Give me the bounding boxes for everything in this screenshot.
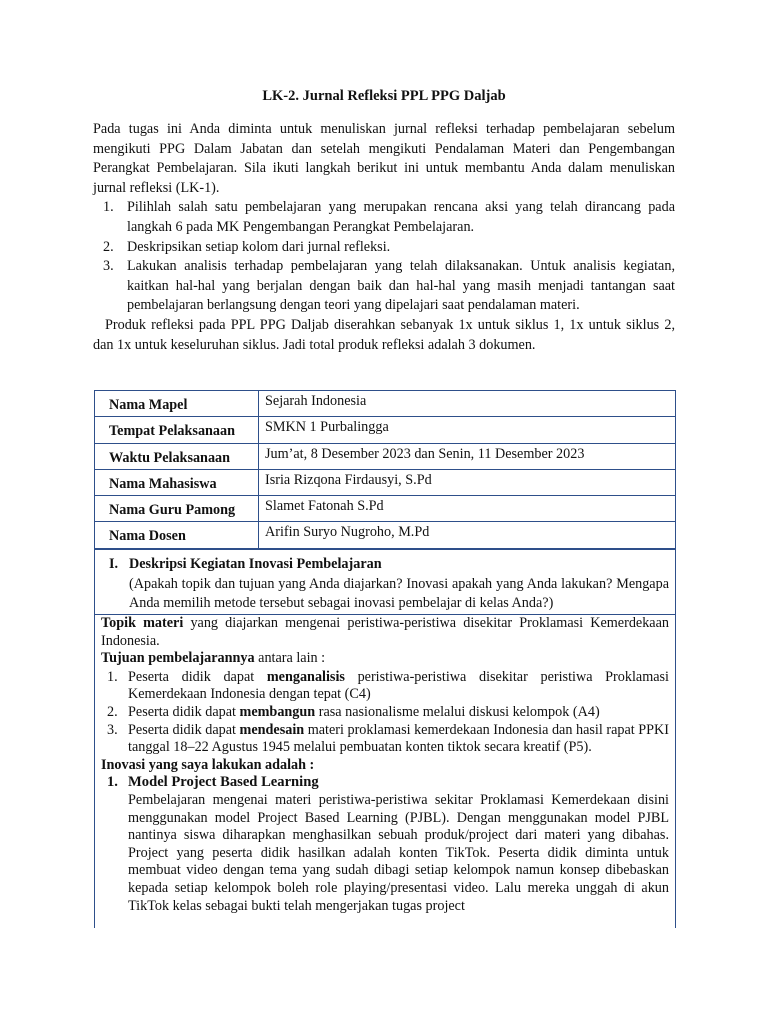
list-number: 2. bbox=[103, 238, 114, 255]
goals-list bbox=[101, 669, 669, 757]
table-row bbox=[95, 522, 676, 548]
table-row bbox=[95, 496, 676, 522]
list-text: Lakukan analisis terhadap pembelajaran yang telah dilaksanakan. Untuk analisis kegiatan, kaitkan hal-hal yang berjalan dengan baik dan hal-hal yang masih menjadi tantangan saat pembelajaran berlangsung dengan teori yang dipelajari saat pendalaman materi. bbox=[127, 258, 675, 314]
list-item bbox=[93, 257, 675, 316]
topic-label: Topik materi bbox=[101, 615, 184, 631]
row-label: Nama Guru Pamong bbox=[95, 496, 259, 522]
info-table bbox=[94, 390, 676, 549]
section-description-heading bbox=[94, 549, 676, 615]
list-number: 1. bbox=[103, 199, 114, 216]
row-value: Jum’at, 8 Desember 2023 dan Senin, 11 Desember 2023 bbox=[259, 443, 676, 469]
intro-paragraph: Pada tugas ini Anda diminta untuk menuliskan jurnal refleksi terhadap pembelajaran sebelum mengikuti PPG Dalam Jabatan dan setelah mengikuti Pendalaman Materi dan Pengembangan Perangkat Pembelajaran. Sila ikuti langkah berikut ini untuk membantu Anda dalam menuliskan jurnal refleksi (LK-1). bbox=[93, 121, 675, 196]
list-item bbox=[101, 669, 669, 704]
list-item bbox=[101, 704, 669, 722]
goal-post: peristiwa-peristiwa disekitar peristiwa Proklamasi Kemerdekaan Indonesia dengan tepat (C4) bbox=[128, 668, 669, 703]
list-number: 3. bbox=[107, 721, 118, 738]
row-label: Nama Mahasiswa bbox=[95, 469, 259, 495]
section-prompt: (Apakah topik dan tujuan yang Anda diajarkan? Inovasi apakah yang Anda lakukan? Mengapa Anda memilih metode tersebut sebagai inovasi pembelajar di kelas Anda?) bbox=[129, 575, 669, 612]
goal-post: rasa nasionalisme melalui diskusi kelompok (A4) bbox=[315, 703, 600, 720]
row-value: Arifin Suryo Nugroho, M.Pd bbox=[259, 522, 676, 548]
steps-list bbox=[93, 198, 675, 316]
row-value: SMKN 1 Purbalingga bbox=[259, 417, 676, 443]
section-title: Deskripsi Kegiatan Inovasi Pembelajaran bbox=[129, 556, 382, 572]
goal-verb: mendesain bbox=[239, 721, 305, 738]
list-item bbox=[101, 722, 669, 757]
list-item bbox=[93, 238, 675, 258]
table-row bbox=[95, 391, 676, 417]
row-label: Nama Dosen bbox=[95, 522, 259, 548]
goal-verb: membangun bbox=[239, 703, 316, 720]
method-number: 1. bbox=[107, 774, 118, 791]
section-heading bbox=[109, 555, 669, 575]
row-value: Slamet Fatonah S.Pd bbox=[259, 496, 676, 522]
goals-intro bbox=[101, 650, 669, 668]
goal-post: materi proklamasi kemerdekaan Indonesia dan hasil rapat PPKI tanggal 18–22 Agustus 1945 melalui pembuatan konten tiktok secara kreatif (P5). bbox=[128, 721, 669, 756]
method-title: Model Project Based Learning bbox=[128, 774, 319, 791]
list-text: Deskripsikan setiap kolom dari jurnal refleksi. bbox=[127, 238, 391, 255]
list-text: Pilihlah salah satu pembelajaran yang merupakan rencana aksi yang telah dirancang pada langkah 6 pada MK Pengembangan Perangkat Pembelajaran. bbox=[127, 199, 675, 235]
goals-suffix: antara lain : bbox=[254, 650, 326, 667]
row-value: Sejarah Indonesia bbox=[259, 391, 676, 417]
row-label: Nama Mapel bbox=[95, 391, 259, 417]
topic-paragraph bbox=[101, 615, 669, 650]
goal-pre: Peserta didik dapat bbox=[128, 703, 240, 720]
table-row bbox=[95, 469, 676, 495]
goal-verb: menganalisis bbox=[266, 668, 345, 685]
goal-pre: Peserta didik dapat bbox=[128, 721, 240, 738]
innovation-heading: Inovasi yang saya lakukan adalah : bbox=[101, 756, 315, 773]
method-description: Pembelajaran mengenai materi peristiwa-peristiwa sekitar Proklamasi Kemerdekaan disini menggunakan model Project Based Learning (PJBL). Dengan menggunakan model PJBL nantinya siswa diharapkan menghasilkan sebuah produk/project dari materi yang dibahas. Project yang peserta didik hasilkan adalah konten TikTok. Peserta didik diminta untuk membuat video dengan tema yang sudah dibagi setiap kelompok namun konsep dibebaskan kepada setiap kelompok boleh role playing/presentasi video. Lalu mereka unggah di akun TikTok kelas sebagai bukti telah mengerjakan tugas project bbox=[128, 791, 669, 914]
list-number: 3. bbox=[103, 258, 114, 275]
goal-pre: Peserta didik dapat bbox=[128, 668, 267, 685]
row-label: Waktu Pelaksanaan bbox=[95, 443, 259, 469]
document-title: LK-2. Jurnal Refleksi PPL PPG Daljab bbox=[262, 88, 506, 104]
list-number: 1. bbox=[107, 668, 118, 685]
table-row bbox=[95, 443, 676, 469]
instructions bbox=[93, 120, 675, 355]
row-value: Isria Rizqona Firdausyi, S.Pd bbox=[259, 469, 676, 495]
closing-paragraph: Produk refleksi pada PPL PPG Daljab diserahkan sebanyak 1x untuk siklus 1, 1x untuk siklus 2, dan 1x untuk keseluruhan siklus. Jadi total produk refleksi adalah 3 dokumen. bbox=[93, 316, 675, 353]
table-row bbox=[95, 417, 676, 443]
row-label: Tempat Pelaksanaan bbox=[95, 417, 259, 443]
section-description-body bbox=[94, 614, 676, 928]
method-heading bbox=[101, 774, 669, 792]
list-item bbox=[93, 198, 675, 237]
topic-text: yang diajarkan mengenai peristiwa-peristiwa disekitar Proklamasi Kemerdekaan Indonesia. bbox=[101, 615, 669, 649]
section-number: I. bbox=[109, 556, 119, 572]
list-number: 2. bbox=[107, 703, 118, 720]
goals-label: Tujuan pembelajarannya bbox=[101, 650, 255, 667]
